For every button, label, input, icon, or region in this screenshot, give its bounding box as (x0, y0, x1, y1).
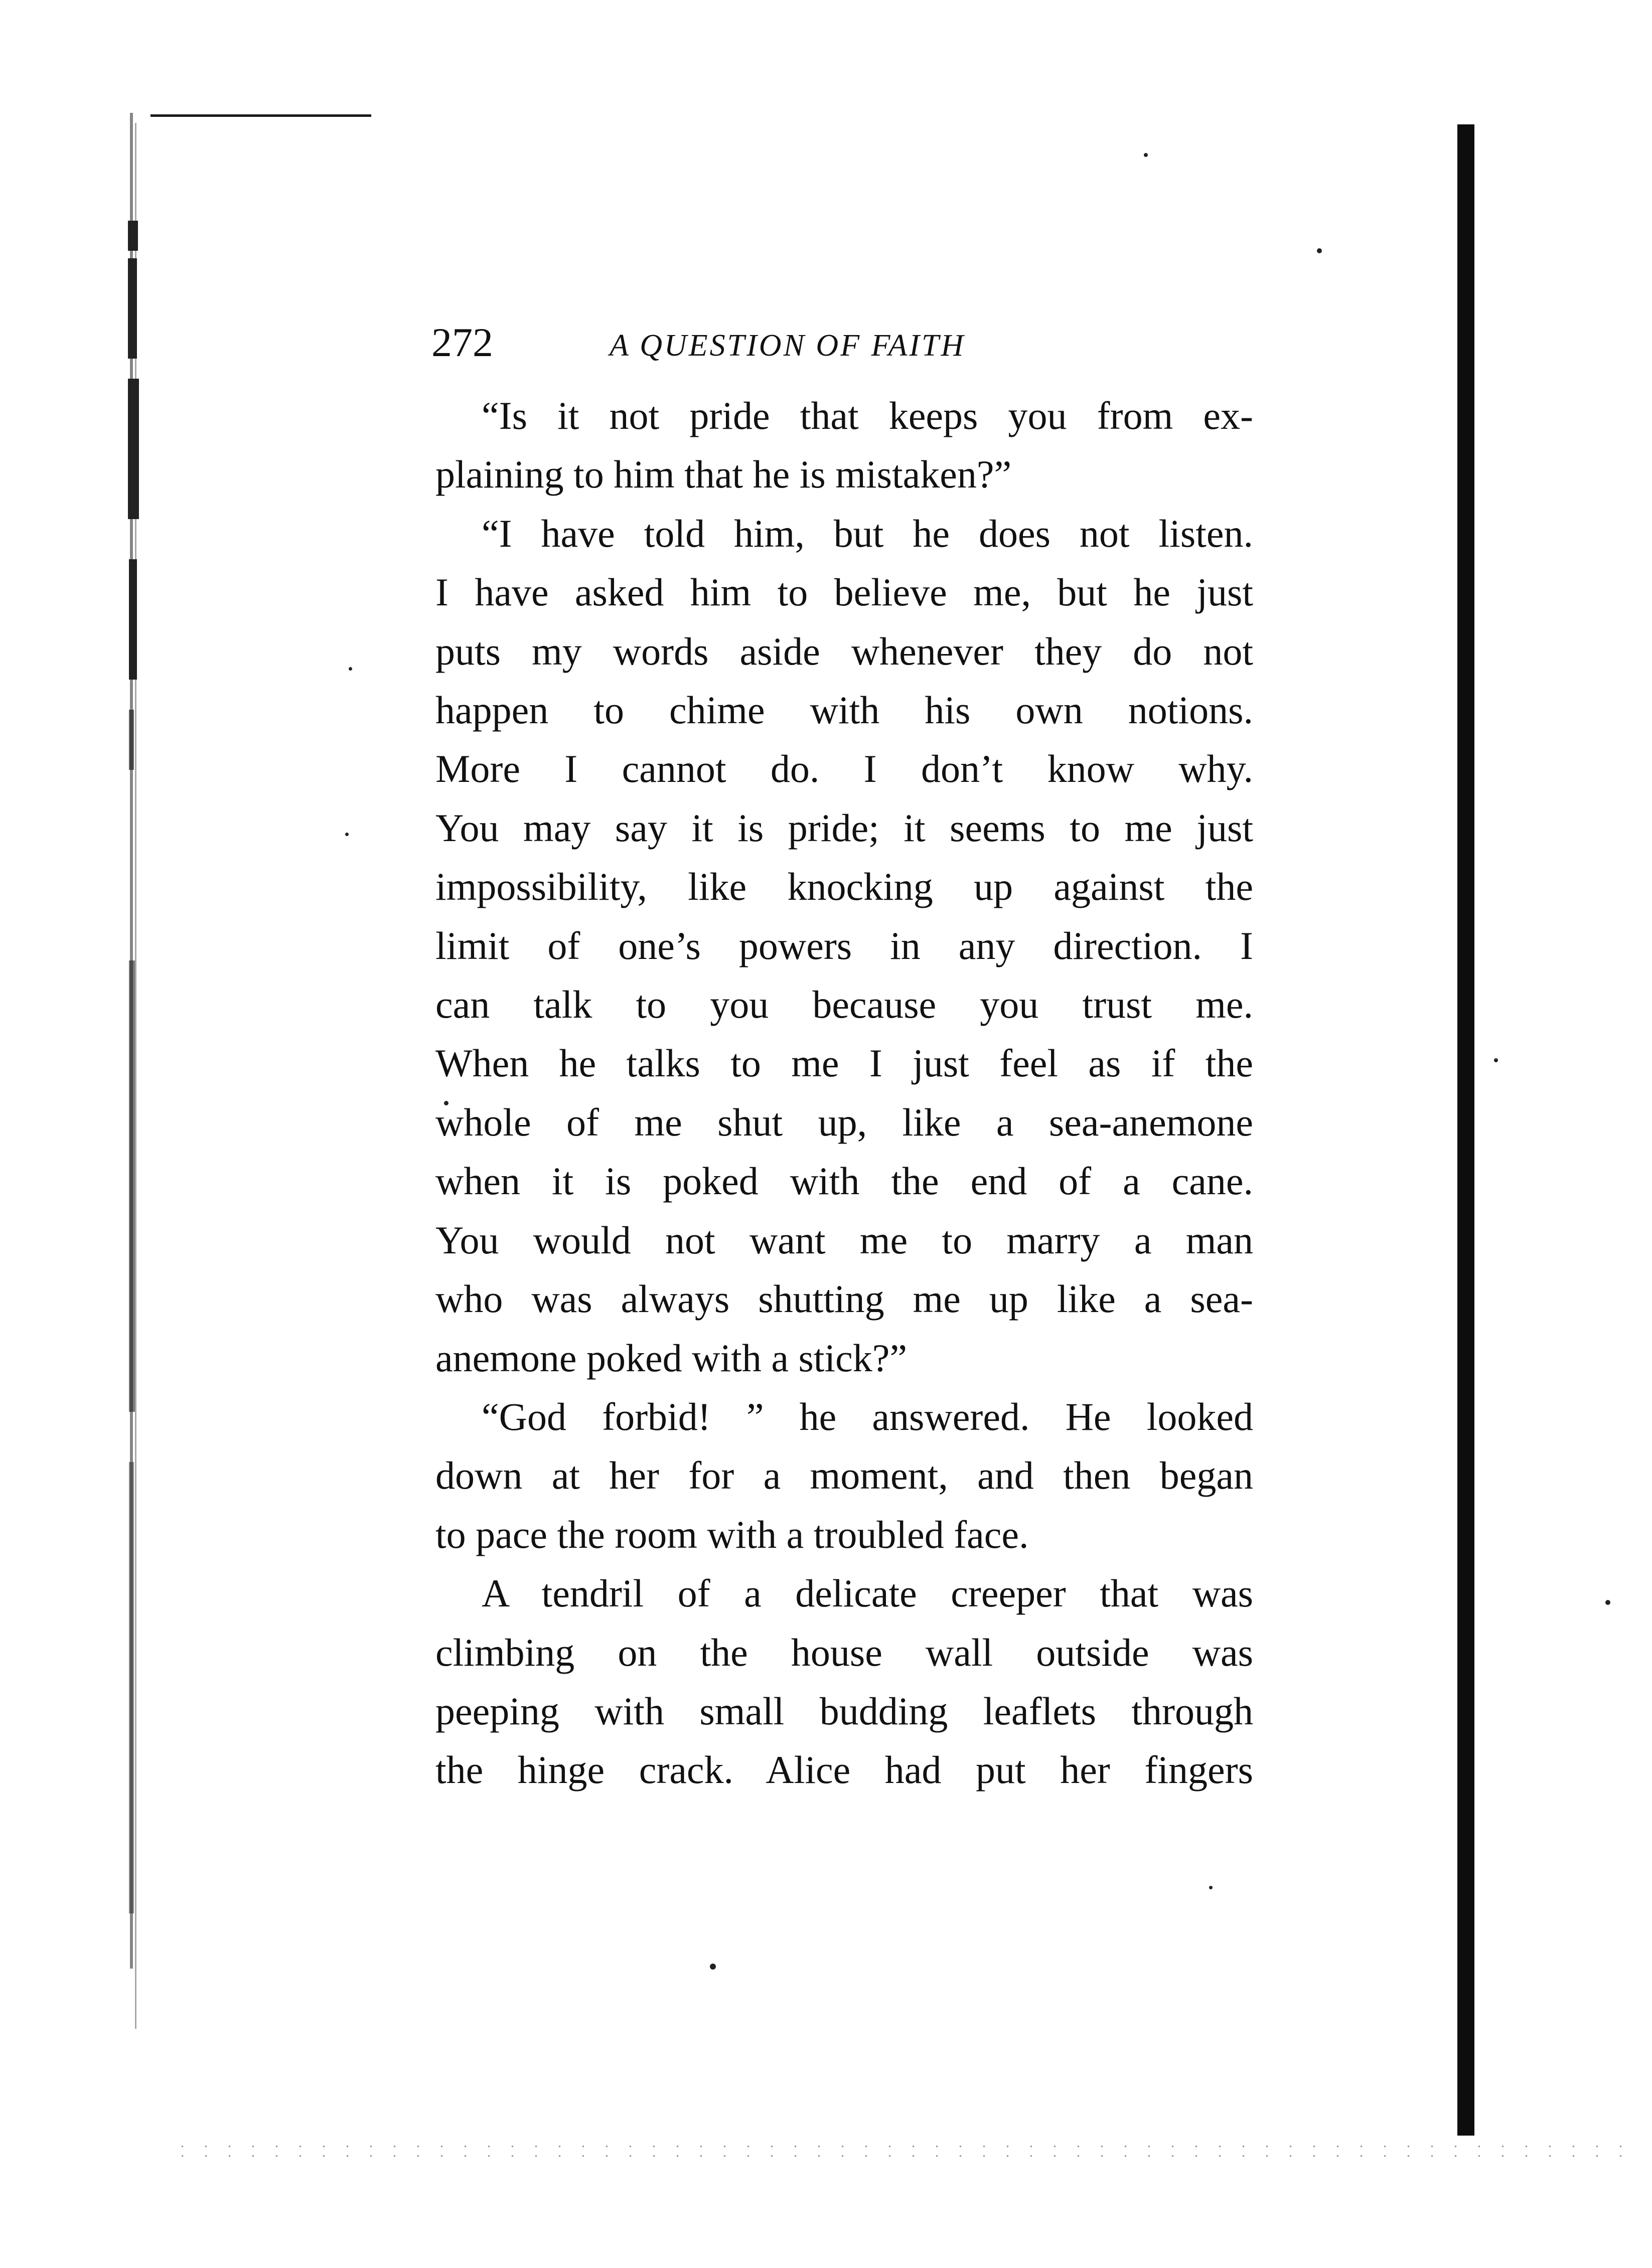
running-title: A QUESTION OF FAITH (610, 329, 966, 363)
scan-speck (1317, 248, 1322, 253)
text-line: anemone poked with a stick?” (435, 1336, 907, 1380)
text-line: More I cannot do. I don’t know why. (435, 747, 1253, 791)
text-line: can talk to you because you trust me. (435, 983, 1253, 1027)
text-line: plaining to him that he is mistaken?” (435, 452, 1012, 497)
text-line: A tendril of a delicate creeper that was (482, 1571, 1253, 1615)
text-line: to pace the room with a troubled face. (435, 1512, 1029, 1556)
paragraph (435, 386, 1253, 504)
body-text (435, 386, 1253, 1800)
paragraph (435, 504, 1253, 1387)
text-line: limit of one’s powers in any direction. I (435, 923, 1253, 967)
text-line: peeping with small budding leaflets through (435, 1689, 1253, 1733)
text-line: You may say it is pride; it seems to me just (435, 805, 1253, 850)
text-line: I have asked him to believe me, but he just (435, 570, 1253, 614)
text-line: “I have told him, but he does not listen. (482, 511, 1253, 555)
text-line: When he talks to me I just feel as if the (435, 1041, 1253, 1085)
scan-speck (1605, 1600, 1610, 1605)
scan-speck (1494, 1058, 1498, 1062)
text-line: down at her for a moment, and then began (435, 1453, 1253, 1498)
text-line: whole of me shut up, like a sea-anemone (435, 1100, 1253, 1144)
scan-speck (345, 833, 349, 836)
scan-bottom-noise (171, 2142, 1625, 2162)
scan-speck (1144, 153, 1148, 157)
text-line: “Is it not pride that keeps you from ex- (482, 394, 1253, 437)
text-line: You would not want me to marry a man (435, 1218, 1253, 1262)
text-line: happen to chime with his own notions. (435, 688, 1253, 732)
scan-speck (349, 667, 352, 671)
page-number: 272 (431, 319, 493, 365)
text-line: climbing on the house wall outside was (435, 1630, 1253, 1674)
scan-right-edge (1457, 124, 1474, 2136)
scan-edge-rule (151, 114, 371, 117)
paragraph (435, 1564, 1253, 1800)
page-header (431, 315, 1254, 375)
text-line: the hinge crack. Alice had put her fingers (435, 1748, 1253, 1792)
text-line: impossibility, like knocking up against the (435, 865, 1253, 909)
text-line: when it is poked with the end of a cane. (435, 1159, 1253, 1203)
scan-speck (710, 1964, 716, 1970)
text-line: “God forbid! ” he answered. He looked (482, 1394, 1253, 1438)
paragraph (435, 1387, 1253, 1564)
text-line: who was always shutting me up like a sea- (435, 1277, 1253, 1321)
scan-speck (1209, 1886, 1213, 1889)
text-line: puts my words aside whenever they do not (435, 629, 1253, 673)
scan-left-edge (128, 108, 148, 2044)
